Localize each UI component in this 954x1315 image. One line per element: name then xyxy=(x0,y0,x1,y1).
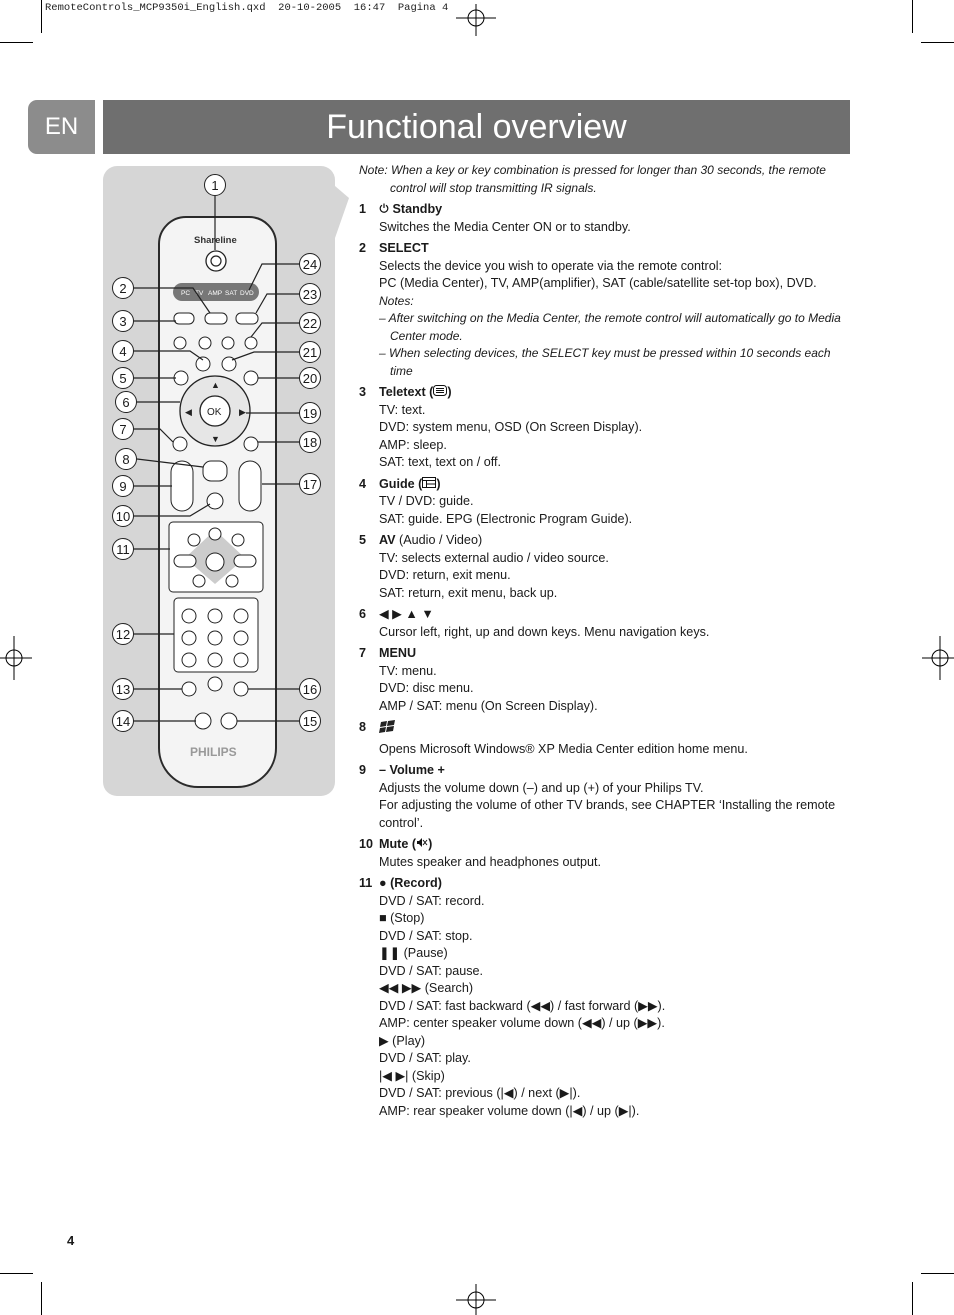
key-description-line: DVD / SAT: pause. xyxy=(379,963,484,978)
key-description-line: AMP: center speaker volume down (◀◀) / up (▶▶). xyxy=(379,1016,665,1030)
windows-start-button xyxy=(203,461,227,481)
key-description-line: ❚❚ (Pause) xyxy=(379,946,448,960)
note-line: – After switching on the Media Center, the remote control will automatically go to Media Center mode. xyxy=(379,311,841,343)
page-number: 4 xyxy=(67,1233,75,1248)
notes-label: Notes: xyxy=(379,293,414,308)
key-item-5: 5 AV (Audio / Video) TV: selects external audio / video source. DVD: return, exit menu. SAT: return, exit menu, back up. xyxy=(359,532,851,602)
language-tab: EN xyxy=(28,100,95,154)
key-description-line: DVD / SAT: fast backward (◀◀) / fast forward (▶▶). xyxy=(379,998,666,1013)
svg-text:DVD: DVD xyxy=(240,290,254,297)
callout-22: 22 xyxy=(299,312,321,334)
key-item-9 xyxy=(359,762,851,832)
callout-7: 7 xyxy=(112,418,134,440)
key-description-line: DVD: system menu, OSD (On Screen Display). xyxy=(379,420,643,434)
key-description-line: TV: text. xyxy=(379,402,426,417)
key-description-line: For adjusting the volume of other TV brands, see CHAPTER ‘Installing the remote control’. xyxy=(379,798,836,830)
key-heading: ◀ ▶ ▲ ▼ xyxy=(379,607,434,621)
teletext-icon xyxy=(433,385,447,399)
callout-11: 11 xyxy=(112,538,134,560)
callout-19: 19 xyxy=(299,402,321,424)
key-description-line: AMP: rear speaker volume down (|◀) / up (▶|). xyxy=(379,1103,640,1118)
note-line: – When selecting devices, the SELECT key must be pressed within 10 seconds each time xyxy=(379,346,831,378)
key-description-line: DVD / SAT: previous (|◀) / next (▶|). xyxy=(379,1086,581,1100)
callout-3: 3 xyxy=(112,310,134,332)
key-description-line: Adjusts the volume down (–) and up (+) of your Philips TV. xyxy=(379,780,704,795)
key-description-line: DVD / SAT: record. xyxy=(379,893,485,908)
page-title: Functional overview xyxy=(103,100,850,154)
key-description-line: TV: selects external audio / video source. xyxy=(379,550,609,565)
svg-text:TV: TV xyxy=(195,290,204,297)
callout-14: 14 xyxy=(112,710,134,732)
callout-5: 5 xyxy=(112,367,134,389)
svg-text:PC: PC xyxy=(181,290,191,297)
svg-text:AMP: AMP xyxy=(208,290,223,297)
key-description-line: AMP: sleep. xyxy=(379,437,447,452)
callout-6: 6 xyxy=(115,391,137,413)
print-slug: RemoteControls_MCP9350i_English.qxd 20-10-2005 16:47 Pagina 4 xyxy=(45,2,449,14)
key-description-line: Mutes speaker and headphones output. xyxy=(379,854,601,869)
svg-text:▲: ▲ xyxy=(211,380,220,390)
key-description-line: Opens Microsoft Windows® XP Media Center edition home menu. xyxy=(379,741,748,756)
key-number: 7 xyxy=(359,646,367,660)
key-heading xyxy=(379,724,397,738)
callout-24: 24 xyxy=(299,253,321,275)
key-number: 8 xyxy=(359,720,367,734)
windows-icon xyxy=(379,724,397,738)
callout-20: 20 xyxy=(299,367,321,389)
key-number: 3 xyxy=(359,385,367,399)
key-description-line: DVD: return, exit menu. xyxy=(379,568,511,582)
callout-15: 15 xyxy=(299,710,321,732)
callout-2: 2 xyxy=(112,277,134,299)
key-number: 10 xyxy=(359,837,374,851)
key-item-1 xyxy=(359,201,851,236)
mute-icon xyxy=(416,837,428,851)
svg-text:OK: OK xyxy=(207,407,222,418)
key-description-line: DVD / SAT: stop. xyxy=(379,928,473,943)
key-number: 4 xyxy=(359,476,367,491)
callout-9: 9 xyxy=(112,475,134,497)
key-heading: Guide ( ) xyxy=(379,476,441,491)
callout-17: 17 xyxy=(299,473,321,495)
key-description-list xyxy=(359,201,851,1120)
functional-overview-text xyxy=(359,162,851,1120)
key-description-line: ■ (Stop) xyxy=(379,911,425,925)
key-description-line: Switches the Media Center ON or to standby. xyxy=(379,219,631,234)
callout-10: 10 xyxy=(112,505,134,527)
key-heading: – Volume + xyxy=(379,763,445,777)
key-heading: Mute ( ) xyxy=(379,837,433,851)
svg-text:▼: ▼ xyxy=(211,434,220,444)
callout-1: 1 xyxy=(204,174,226,196)
svg-text:▶: ▶ xyxy=(239,407,246,417)
key-description-line: SAT: return, exit menu, back up. xyxy=(379,585,558,600)
key-item-7 xyxy=(359,645,851,715)
callout-8: 8 xyxy=(115,448,137,470)
key-description-line: DVD / SAT: play. xyxy=(379,1051,471,1065)
svg-text:SAT: SAT xyxy=(225,290,238,297)
key-number: 11 xyxy=(359,876,373,890)
key-item-3 xyxy=(359,384,851,472)
remote-brand-top: Shareline xyxy=(194,235,237,246)
key-description-line: SAT: text, text on / off. xyxy=(379,455,502,469)
key-item-11 xyxy=(359,875,851,1120)
key-description-line: ◀◀ ▶▶ (Search) xyxy=(379,981,474,995)
callout-23: 23 xyxy=(299,283,321,305)
key-description-line: |◀ ▶| (Skip) xyxy=(379,1068,445,1083)
mute-button xyxy=(207,493,223,509)
key-description-line: PC (Media Center), TV, AMP(amplifier), SAT (cable/satellite set-top box), DVD. xyxy=(379,276,817,290)
key-heading: Standby xyxy=(379,202,442,216)
power-icon xyxy=(379,202,393,216)
callout-4: 4 xyxy=(112,340,134,362)
key-number: 2 xyxy=(359,241,367,255)
key-item-2 xyxy=(359,240,851,380)
callout-16: 16 xyxy=(299,678,321,700)
key-description-line: DVD: disc menu. xyxy=(379,681,474,695)
key-number: 5 xyxy=(359,533,367,547)
key-item-10 xyxy=(359,836,851,871)
key-number: 9 xyxy=(359,763,367,777)
key-description-line: AMP / SAT: menu (On Screen Display). xyxy=(379,698,598,713)
callout-13: 13 xyxy=(112,678,134,700)
key-number: 6 xyxy=(359,607,367,621)
key-number: 1 xyxy=(359,202,367,216)
callout-21: 21 xyxy=(299,341,321,363)
callout-18: 18 xyxy=(299,431,321,453)
key-item-6 xyxy=(359,606,851,641)
key-description-line: Cursor left, right, up and down keys. Menu navigation keys. xyxy=(379,624,710,639)
key-description-line: ▶ (Play) xyxy=(379,1033,426,1048)
power-button xyxy=(206,251,226,271)
guide-icon xyxy=(422,477,436,491)
remote-brand-bottom: PHILIPS xyxy=(190,745,237,759)
key-item-8 xyxy=(359,719,851,758)
svg-text:◀: ◀ xyxy=(185,407,192,417)
key-description-line: SAT: guide. EPG (Electronic Program Guide). xyxy=(379,511,633,526)
note: Note: When a key or key combination is pressed for longer than 30 seconds, the remote control will stop transmitting IR signals. xyxy=(359,163,826,195)
callout-12: 12 xyxy=(112,623,134,645)
key-heading: ● (Record) xyxy=(379,876,442,890)
key-item-4 xyxy=(359,476,851,529)
key-description-line: Selects the device you wish to operate via the remote control: xyxy=(379,258,723,273)
key-heading: MENU xyxy=(379,646,417,660)
key-heading: AV xyxy=(379,533,396,547)
key-description-line: TV: menu. xyxy=(379,663,437,678)
key-heading: Teletext ( ) xyxy=(379,385,452,399)
channel-rocker xyxy=(239,461,261,511)
volume-rocker xyxy=(171,461,193,511)
key-heading: SELECT xyxy=(379,241,429,255)
key-description-line: TV / DVD: guide. xyxy=(379,494,474,508)
